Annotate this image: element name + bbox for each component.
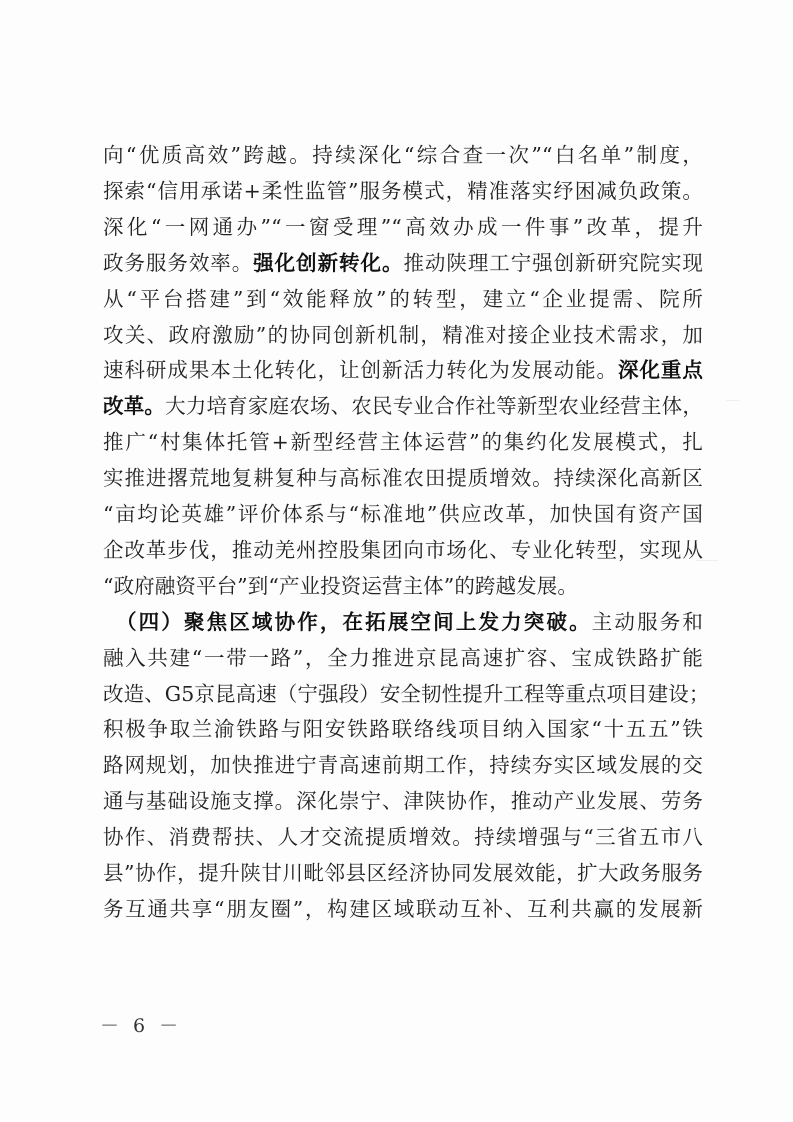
text-line — [103, 853, 703, 893]
scan-artifact — [726, 400, 740, 401]
bold-heading-text: （四）聚焦区域协作，在拓展空间上发力突破。 — [116, 609, 592, 634]
scan-artifact — [696, 560, 718, 561]
text-segment: 推动陕理工宁强创新研究院实现 — [403, 250, 704, 275]
text-line — [103, 889, 703, 929]
text-segment: “亩均论英雄”评价体系与“标准地”供应改革，加快国有资产国 — [103, 502, 703, 526]
text-line — [103, 422, 703, 462]
text-segment: 探索“信用承诺+柔性监管”服务模式，精准落实纾困减负政策。 — [103, 178, 703, 203]
text-line — [103, 494, 703, 534]
text-segment: 速科研成果本土化转化，让创新活力转化为发展动能。 — [103, 358, 619, 383]
text-line — [103, 817, 703, 857]
page-number: － 6 － — [100, 1015, 183, 1037]
text-segment: 推广“村集体托管+新型经营主体运营”的集约化发展模式，扎 — [103, 430, 703, 455]
text-segment: 实推进撂荒地复耕复种与高标准农田提质增效。持续深化高新区 — [103, 466, 703, 491]
text-line — [103, 530, 703, 570]
text-line — [103, 458, 703, 498]
text-line — [103, 135, 703, 175]
text-line — [103, 350, 703, 390]
text-segment: 融入共建“一带一路”，全力推进京昆高速扩容、宝成铁路扩能 — [103, 645, 703, 670]
text-segment: 积极争取兰渝铁路与阳安铁路联络线项目纳入国家“十五五”铁 — [103, 717, 703, 742]
text-line — [103, 709, 703, 749]
text-line — [103, 781, 703, 821]
text-line — [103, 171, 703, 211]
text-line — [116, 602, 703, 642]
text-segment: 主动服务和 — [591, 609, 704, 634]
text-line — [103, 243, 703, 283]
text-segment: 攻关、政府激励”的协同创新机制，精准对接企业技术需求，加 — [103, 322, 703, 347]
text-segment: 向“优质高效”跨越。持续深化“综合查一次”“白名单”制度， — [103, 143, 703, 167]
text-segment: 深化“一网通办”“一窗受理”“高效办成一件事”改革，提升 — [103, 214, 703, 239]
text-line — [103, 638, 703, 678]
text-segment: 务互通共享“朋友圈”，构建区域联动互补、互利共赢的发展新 — [103, 896, 703, 921]
text-segment: 改造、G5京昆高速（宁强段）安全韧性提升工程等重点项目建设； — [103, 681, 710, 706]
text-line — [103, 386, 703, 426]
text-segment: 协作、消费帮扶、人才交流提质增效。持续增强与“三省五市八 — [103, 825, 703, 850]
text-segment: 路网规划，加快推进宁青高速前期工作，持续夯实区域发展的交 — [103, 753, 703, 778]
text-segment: 大力培育家庭农场、农民专业合作社等新型农业经营主体， — [165, 394, 703, 419]
text-segment: 企改革步伐，推动羌州控股集团向市场化、专业化转型，实现从 — [103, 537, 703, 562]
text-line — [103, 745, 703, 785]
bold-heading-text: 强化创新转化。 — [253, 250, 404, 275]
text-line — [103, 674, 710, 714]
text-segment: 政务服务效率。 — [103, 250, 254, 275]
text-segment: “政府融资平台”到“产业投资运营主体”的跨越发展。 — [103, 573, 578, 598]
text-segment: 通与基础设施支撑。深化崇宁、津陕协作，推动产业发展、劳务 — [103, 789, 703, 814]
text-line — [103, 566, 703, 606]
bold-heading-text: 深化重点 — [618, 358, 703, 383]
text-line — [103, 279, 703, 319]
text-segment: 县”协作，提升陕甘川毗邻县区经济协同发展效能，扩大政务服务 — [103, 861, 703, 885]
text-segment: 从“平台搭建”到“效能释放”的转型，建立“企业提需、院所 — [103, 286, 703, 311]
bold-heading-text: 改革。 — [103, 394, 166, 419]
text-line — [103, 315, 703, 355]
text-line — [103, 207, 703, 247]
